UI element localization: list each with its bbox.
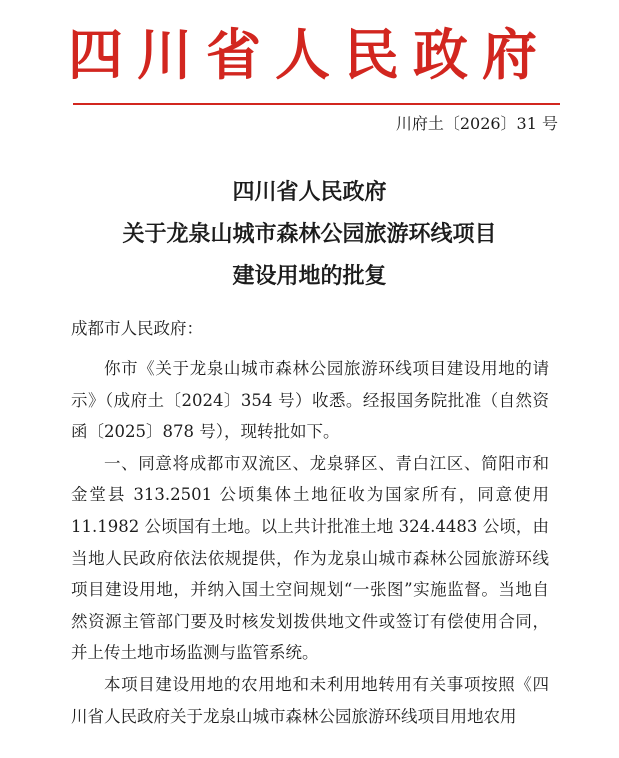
body-paragraph-3: 本项目建设用地的农用地和未利用地转用有关事项按照《四川省人民政府关于龙泉山城市森林公园旅游环线项目用地农用 <box>71 674 549 726</box>
red-divider-line <box>73 103 560 105</box>
issuer-masthead: 四川省人民政府 <box>67 23 551 87</box>
document-body <box>71 353 549 732</box>
document-number: 川府土〔2026〕31 号 <box>395 114 558 133</box>
body-paragraph-1: 你市《关于龙泉山城市森林公园旅游环线项目建设用地的请示》（成府土〔2024〕354 号）收悉。经报国务院批准（自然资函〔2025〕878 号），现转批如下。 <box>71 359 549 442</box>
body-paragraph-2: 一、同意将成都市双流区、龙泉驿区、青白江区、简阳市和金堂县 313.2501 公顷集体土地征收为国家所有，同意使用 11.1982 公顷国有土地。以上共计批准土地 324.4483 公顷，由当地人民政府依法依规提供，作为龙泉山城市森林公园旅游环线项目建设用地，并纳入国土空间规划“一张图”实施监督。当地自然资源主管部门要及时核发划拨供地文件或签订有偿使用合同，并上传土地市场监测与监管系统。 <box>71 453 549 663</box>
document-title-line-3: 建设用地的批复 <box>232 263 387 289</box>
addressee: 成都市人民政府： <box>71 319 203 338</box>
document-title-line-2: 关于龙泉山城市森林公园旅游环线项目 <box>122 221 497 247</box>
document-title-line-1: 四川省人民政府 <box>232 179 387 205</box>
